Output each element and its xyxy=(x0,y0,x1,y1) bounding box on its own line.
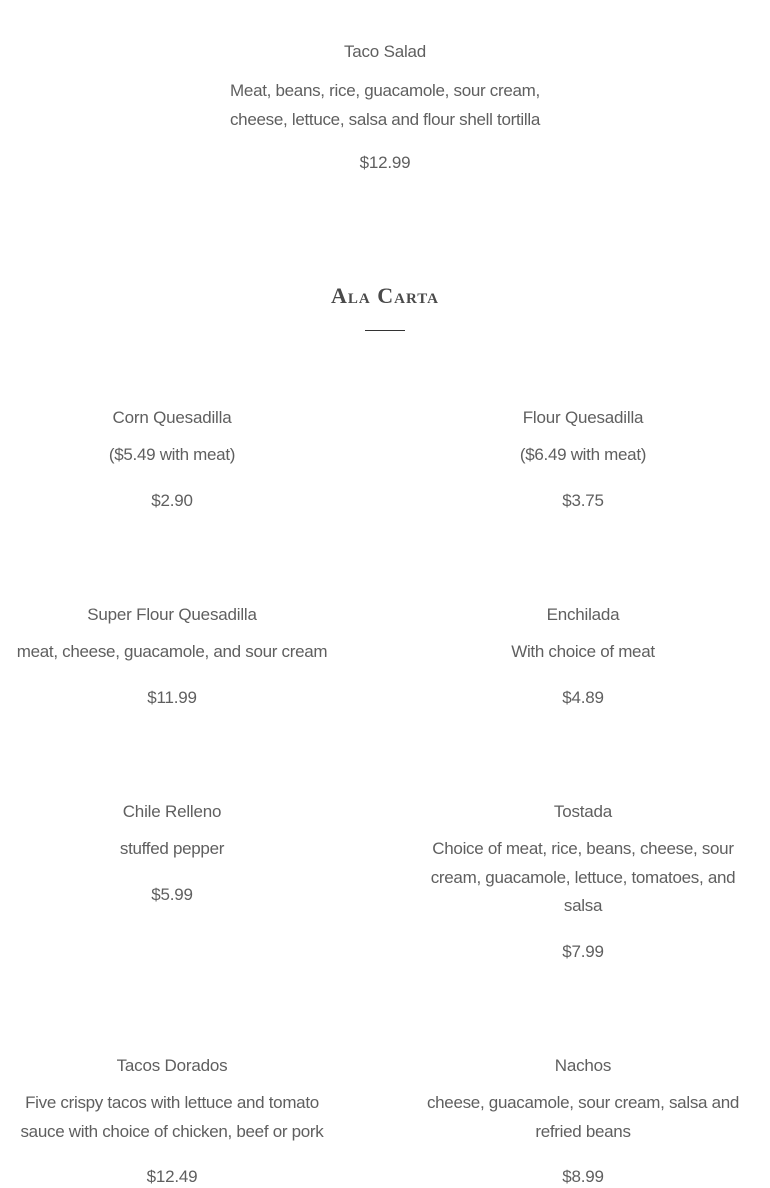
item-description-line: cheese, guacamole, sour cream, salsa and xyxy=(426,1093,740,1112)
item-description-line: refried beans xyxy=(535,1121,631,1141)
item-description-line: Meat, beans, rice, guacamole, sour cream, xyxy=(230,81,540,100)
item-name: Chile Relleno xyxy=(122,802,222,821)
item-price: $12.49 xyxy=(146,1167,198,1186)
item-name: Enchilada xyxy=(546,605,620,624)
item-price: $4.89 xyxy=(562,687,604,707)
menu-item-enchilada xyxy=(423,604,743,709)
section-divider xyxy=(365,330,405,331)
item-price: $12.99 xyxy=(359,153,411,172)
item-name: Super Flour Quesadilla xyxy=(87,605,257,624)
menu-item-tacos-dorados xyxy=(12,1055,332,1188)
item-price: $2.90 xyxy=(151,490,193,510)
item-name: Nachos xyxy=(554,1056,612,1075)
menu-item-taco-salad xyxy=(185,41,585,174)
item-description-line: sauce with choice of chicken, beef or pork xyxy=(20,1121,324,1141)
item-price: $7.99 xyxy=(562,941,604,961)
item-name: Taco Salad xyxy=(343,42,427,61)
item-price: $5.99 xyxy=(151,884,193,904)
item-description-line: cream, guacamole, lettuce, tomatoes, and xyxy=(430,867,736,887)
menu-item-chile-relleno xyxy=(12,801,332,906)
item-description-line: Five crispy tacos with lettuce and tomato xyxy=(25,1093,319,1112)
item-price: $11.99 xyxy=(147,687,197,707)
item-description-line: Choice of meat, rice, beans, cheese, sour xyxy=(432,839,734,858)
item-description-line: ($5.49 with meat) xyxy=(108,445,236,464)
item-description-line: meat, cheese, guacamole, and sour cream xyxy=(16,642,328,661)
item-name: Tacos Dorados xyxy=(116,1056,228,1075)
item-price: $3.75 xyxy=(562,490,604,510)
item-name: Corn Quesadilla xyxy=(112,408,232,427)
menu-item-nachos xyxy=(423,1055,743,1188)
item-name: Flour Quesadilla xyxy=(522,408,644,427)
item-price: $8.99 xyxy=(562,1167,604,1186)
item-name: Tostada xyxy=(553,802,613,821)
item-description-line: ($6.49 with meat) xyxy=(519,445,647,464)
section-title: Ala Carta xyxy=(331,283,439,308)
item-description-line: With choice of meat xyxy=(511,642,655,661)
item-description-line: salsa xyxy=(563,896,603,915)
menu-item-corn-quesadilla xyxy=(12,407,332,512)
menu-item-flour-quesadilla xyxy=(423,407,743,512)
item-description-line: cheese, lettuce, salsa and flour shell tortilla xyxy=(229,109,541,129)
item-description-line: stuffed pepper xyxy=(119,839,225,858)
menu-item-super-flour-quesadilla xyxy=(12,604,332,709)
menu-item-tostada xyxy=(423,801,743,963)
